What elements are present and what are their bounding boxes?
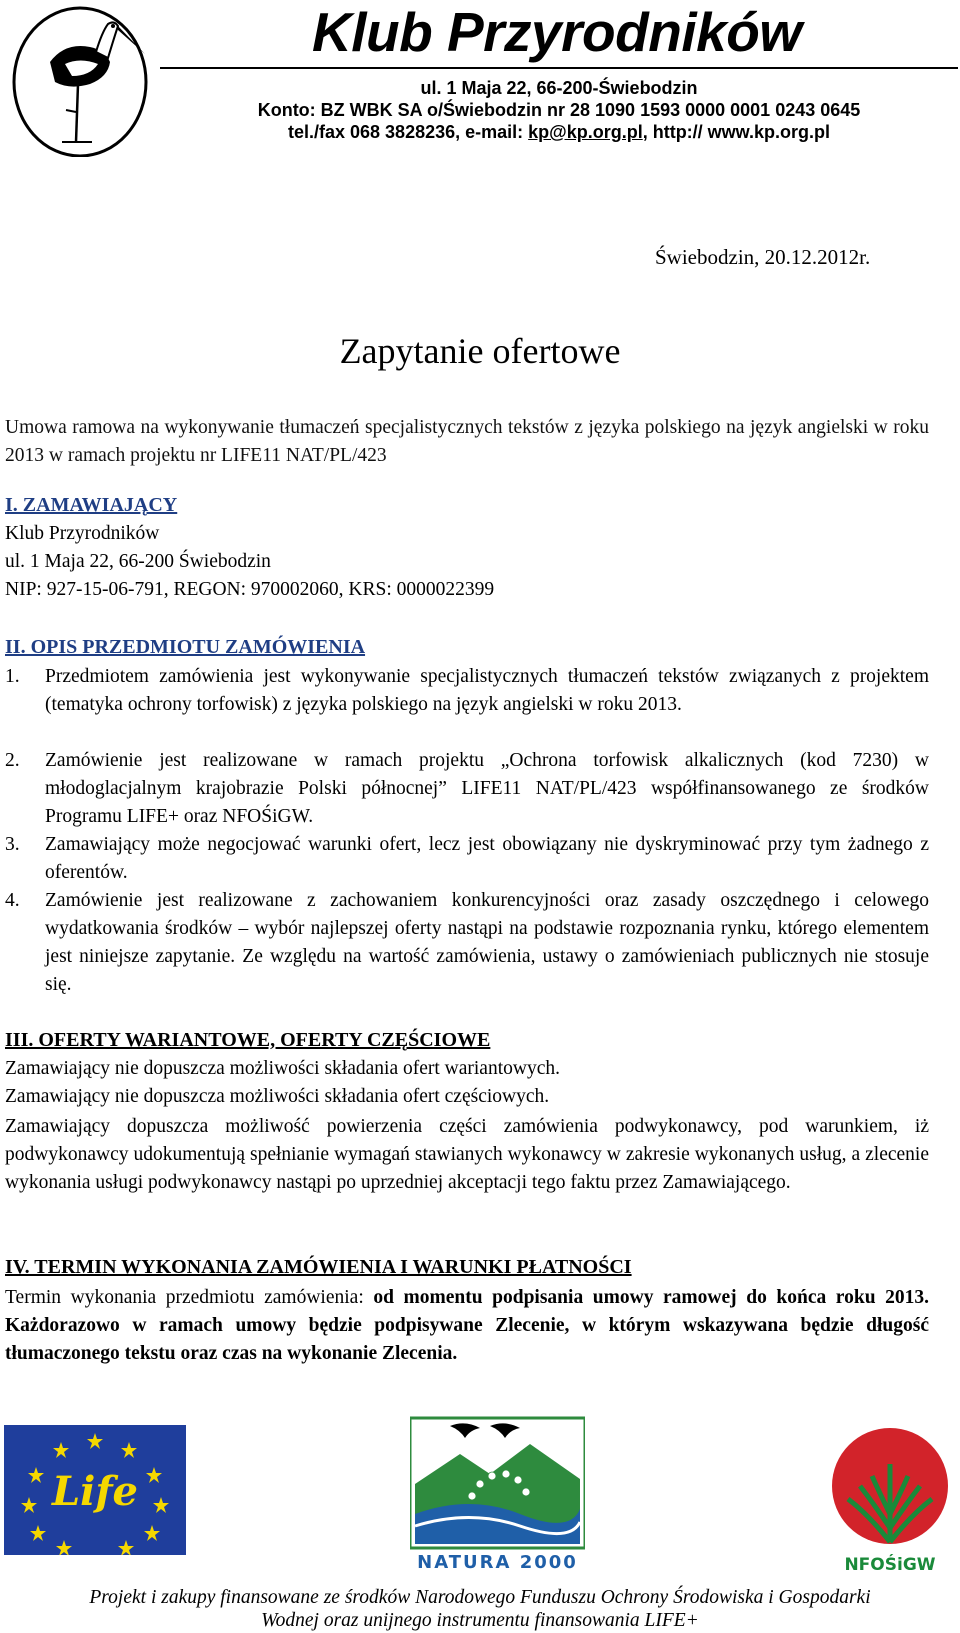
list-item: [5, 887, 929, 999]
section-2-heading: II. OPIS PRZEDMIOTU ZAMÓWIENIA: [5, 636, 366, 658]
natura-2000-logo: [410, 1414, 585, 1572]
website-link[interactable]: , http:// www.kp.org.pl: [642, 122, 831, 142]
header-divider: [160, 67, 958, 69]
funding-note-line-2: Wodnej oraz unijnego instrumentu finansowania LIFE+: [261, 1610, 699, 1631]
list-item-number: 2.: [5, 750, 20, 771]
list-item-number: 3.: [5, 834, 20, 855]
org-contact: [160, 122, 958, 143]
deadline-paragraph: [5, 1284, 929, 1368]
stork-logo: [10, 2, 150, 157]
org-bank-account: Konto: BZ WBK SA o/Świebodzin nr 28 1090 1593 0000 0001 0243 0645: [257, 100, 861, 120]
list-item-text: Zamówienie jest realizowane z zachowaniem konkurencyjności oraz zasady oszczędnego i celowego wydatkowania środków – wybór najlepszej oferty nastąpi na podstawie rozpoznania rynku, którego elementem jest niniejsze zapytanie. Ze względu na wartość zamówienia, ustawy o zamówieniach publicznych nie stosuje się.: [45, 890, 929, 995]
list-item-text: Zamówienie jest realizowane w ramach projektu „Ochrona torfowisk alkalicznych (kod 7230) w młodoglacjalnym krajobrazie Polski północnej” LIFE11 NAT/PL/423 współfinansowanego ze środków Programu LIFE+ oraz NFOŚiGW.: [45, 750, 929, 827]
nfosigw-logo: [828, 1424, 952, 1574]
natura-logo-text: NATURA 2000: [417, 1552, 578, 1572]
intro-text: Umowa ramowa na wykonywanie tłumaczeń specjalistycznych tekstów z języka polskiego na język angielski w roku 2013 w ramach projektu nr LIFE11 NAT/PL/423: [5, 417, 929, 466]
list-item: [5, 663, 929, 719]
org-address: ul. 1 Maja 22, 66-200-Świebodzin: [420, 78, 698, 98]
eu-life-logo: [4, 1425, 186, 1555]
list-item-number: 1.: [5, 666, 20, 687]
list-item-text: Zamawiający może negocjować warunki ofert, lecz jest obowiązany nie dyskryminować przy tym żadnego z oferentów.: [45, 834, 929, 883]
deadline-value: od momentu podpisania umowy ramowej do końca roku 2013. Każdorazowo w ramach umowy będzie podpisywane Zlecenie, w którym wskazywana będzie długość tłumaczonego tekstu oraz czas na wykonanie Zlecenia.: [5, 1287, 929, 1364]
document-title: Zapytanie ofertowe: [339, 331, 621, 371]
intro-paragraph: [5, 414, 929, 470]
partial-offers-note: Zamawiający nie dopuszcza możliwości składania ofert częściowych.: [5, 1086, 550, 1107]
ordering-party-ids: NIP: 927-15-06-791, REGON: 970002060, KRS: 0000022399: [5, 579, 495, 600]
list-item-number: 4.: [5, 890, 20, 911]
contact-prefix: tel./fax 068 3828236, e-mail:: [287, 122, 529, 142]
funding-note-line-1: Projekt i zakupy finansowane ze środków Narodowego Funduszu Ochrony Środowiska i Gospodarki: [89, 1587, 871, 1608]
document-date: Świebodzin, 20.12.2012r.: [655, 245, 871, 269]
life-logo-text: Life: [52, 1468, 138, 1515]
ordering-party-name: Klub Przyrodników: [5, 523, 160, 544]
ordering-party-address: ul. 1 Maja 22, 66-200 Świebodzin: [5, 551, 271, 572]
nfosigw-logo-text: NFOŚiGW: [844, 1555, 936, 1574]
subcontracting-paragraph: Zamawiający dopuszcza możliwość powierzenia części zamówienia podwykonawcy, pod warunkiem, iż podwykonawcy udokumentują spełnianie wymagań stawianych wykonawcy w zakresie wykonanych usług, a zlecenie wykonania usługi podwykonawcy nastąpi po uprzedniej akceptacji tego faktu przez Zamawiającego.: [5, 1116, 929, 1193]
org-title: Klub Przyrodników: [312, 1, 802, 63]
section-1-heading: I. ZAMAWIAJĄCY: [5, 494, 178, 516]
section-4-heading: IV. TERMIN WYKONANIA ZAMÓWIENIA I WARUNKI PŁATNOŚCI: [5, 1256, 632, 1278]
variant-offers-note: Zamawiający nie dopuszcza możliwości składania ofert wariantowych.: [5, 1058, 560, 1079]
list-item: [5, 831, 929, 887]
list-item: [5, 747, 929, 831]
list-item-text: Przedmiotem zamówienia jest wykonywanie specjalistycznych tłumaczeń tekstów związanych z projektem (tematyka ochrony torfowisk) z języka polskiego na język angielski w roku 2013.: [45, 666, 929, 715]
email-link[interactable]: kp@kp.org.pl: [528, 122, 643, 142]
deadline-label: Termin wykonania przedmiotu zamówienia:: [5, 1287, 374, 1308]
section-3-heading: III. OFERTY WARIANTOWE, OFERTY CZĘŚCIOWE: [5, 1029, 491, 1051]
